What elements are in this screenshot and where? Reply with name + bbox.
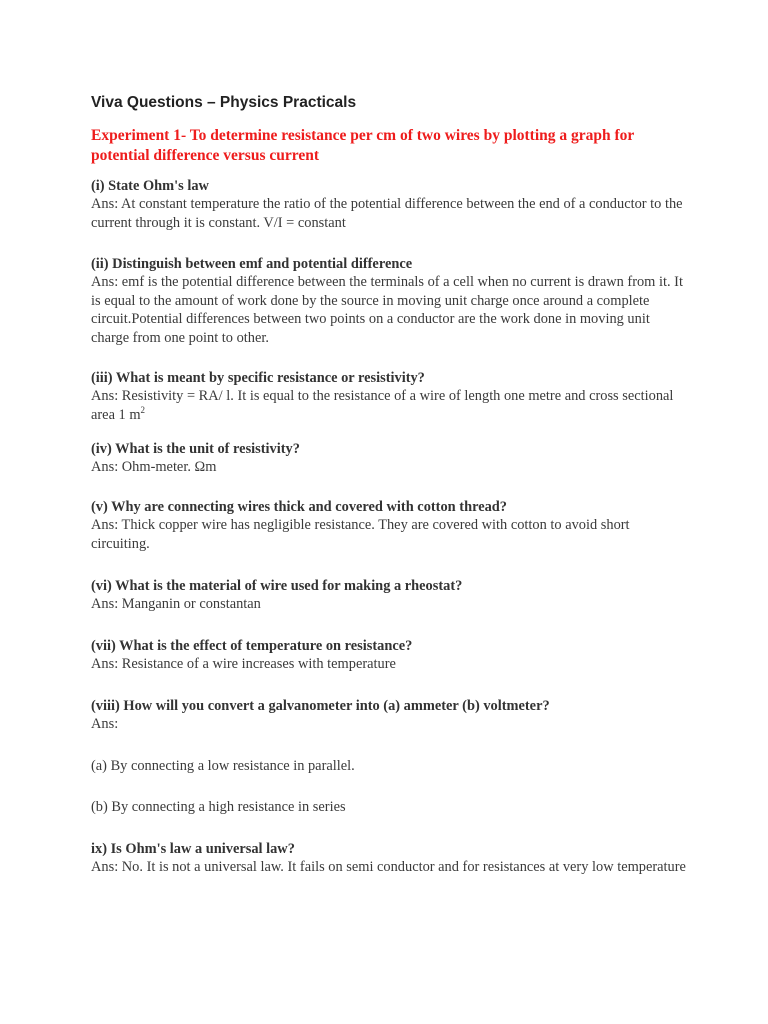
qa-item-3	[91, 369, 691, 424]
question-3: (iii) What is meant by specific resistance or resistivity?	[91, 370, 425, 386]
answer-6: Ans: Manganin or constantan	[91, 596, 261, 612]
answer-9: Ans: No. It is not a universal law. It fails on semi conductor and for resistances at very low temperature	[91, 859, 686, 875]
qa-item-2	[91, 255, 691, 347]
question-4: (iv) What is the unit of resistivity?	[91, 441, 300, 457]
answer-4: Ans: Ohm-meter. Ωm	[91, 459, 217, 475]
question-9: ix) Is Ohm's law a universal law?	[91, 841, 295, 857]
answer-2: Ans: emf is the potential difference between the terminals of a cell when no current is drawn from it. It is equal to the amount of work done by the source in moving unit charge once around a complete circuit.Potential differences between two points on a conductor are the work done in moving unit charge from one point to other.	[91, 274, 683, 346]
document-title: Viva Questions – Physics Practicals	[91, 94, 357, 111]
qa-item-4	[91, 440, 691, 477]
question-7: (vii) What is the effect of temperature on resistance?	[91, 638, 413, 654]
answer-8-sub-a: (a) By connecting a low resistance in parallel.	[91, 758, 355, 774]
question-2: (ii) Distinguish between emf and potential difference	[91, 256, 413, 272]
answer-3	[91, 387, 691, 424]
qa-item-6	[91, 577, 691, 614]
question-8: (viii) How will you convert a galvanometer into (a) ammeter (b) voltmeter?	[91, 698, 550, 714]
answer-8-sub-b: (b) By connecting a high resistance in series	[91, 799, 346, 815]
question-6: (vi) What is the material of wire used for making a rheostat?	[91, 578, 463, 594]
question-5: (v) Why are connecting wires thick and covered with cotton thread?	[91, 499, 507, 515]
experiment-heading: Experiment 1- To determine resistance per cm of two wires by plotting a graph for potential difference versus current	[91, 127, 635, 164]
answer-8: Ans:	[91, 716, 119, 732]
qa-item-8	[91, 697, 691, 734]
answer-7: Ans: Resistance of a wire increases with temperature	[91, 656, 396, 672]
answer-3-text: Ans: Resistivity = RA/ l. It is equal to the resistance of a wire of length one metre and cross sectional area 1 m	[91, 388, 674, 423]
answer-5: Ans: Thick copper wire has negligible resistance. They are covered with cotton to avoid short circuiting.	[91, 517, 630, 552]
answer-3-superscript: 2	[140, 404, 146, 415]
qa-item-1	[91, 177, 691, 232]
qa-item-5	[91, 498, 691, 553]
qa-item-7	[91, 637, 691, 674]
qa-item-9	[91, 840, 691, 877]
question-1: (i) State Ohm's law	[91, 178, 209, 194]
answer-1: Ans: At constant temperature the ratio of the potential difference between the end of a conductor to the current through it is constant. V/I = constant	[91, 196, 683, 231]
